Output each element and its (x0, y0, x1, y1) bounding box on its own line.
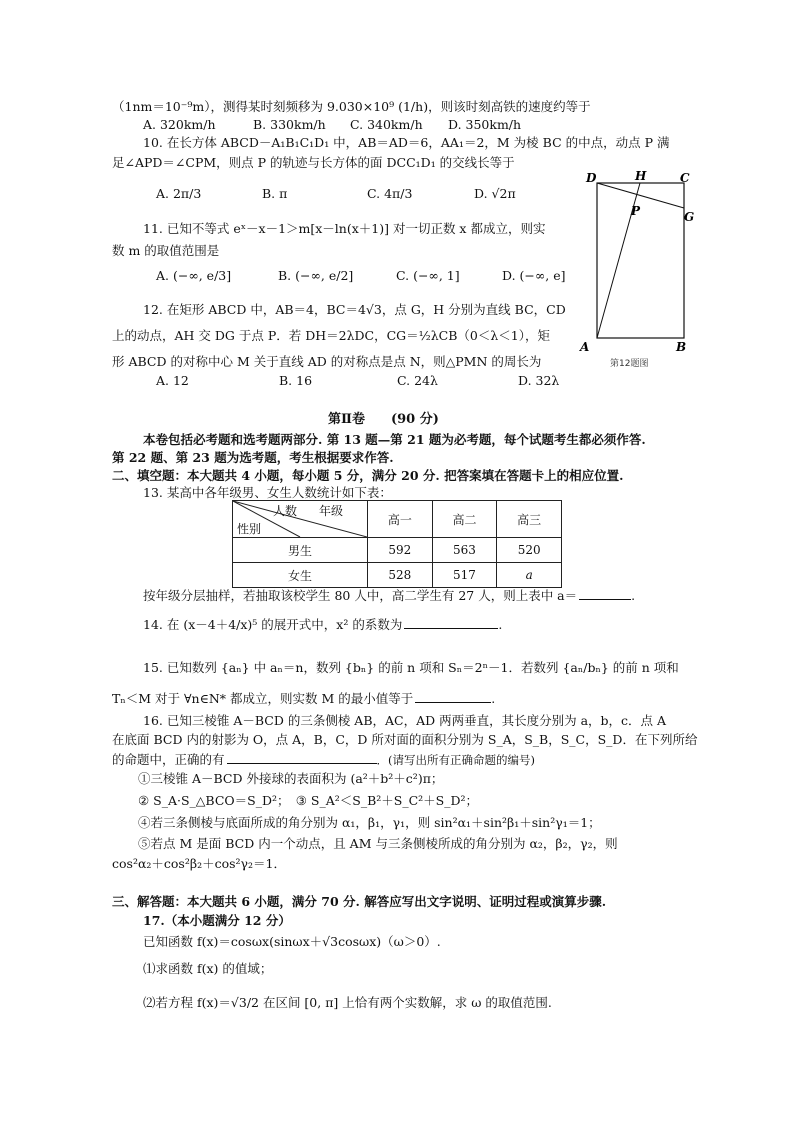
q15-stem-line2: Tₙ＜M 对于 ∀n∈N* 都成立，则实数 M 的最小值等于 . (112, 691, 496, 706)
rectangle-abcd (597, 183, 684, 338)
part2-instruction-line2: 第 22 题、第 23 题为选考题，考生根据要求作答. (112, 450, 394, 465)
q16-stem-line2: 在底面 BCD 内的射影为 O，点 A，B，C，D 所对面的面积分别为 S_A，S_B，S_C，S_D．在下列所给 (112, 732, 698, 747)
corner-label-grade: 年级 (319, 504, 344, 518)
q11-stem-line2: 数 m 的取值范围是 (112, 243, 220, 258)
q13-answer-blank[interactable] (579, 587, 631, 600)
q17-part-2: ⑵若方程 f(x)＝√3/2 在区间 [0, π] 上恰有两个实数解，求 ω 的取值范围. (143, 995, 552, 1010)
q13-stats-table (232, 500, 562, 588)
table-row (233, 563, 562, 588)
q17-stem: 已知函数 f(x)＝cosωx(sinωx＋√3cosωx)（ω＞0）. (143, 934, 441, 949)
q12-stem-line1: 12. 在矩形 ABCD 中，AB＝4，BC＝4√3，点 G，H 分别为直线 BC，CD (143, 302, 566, 317)
part2-title: 第Ⅱ卷 (90 分) (328, 412, 439, 427)
corner-label-gender: 性别 (237, 522, 262, 536)
q11-option-d: D. (−∞, e] (502, 268, 566, 283)
q12-figure (574, 168, 704, 370)
figure-label-d: D (586, 171, 597, 185)
q16-proposition-1: ①三棱锥 A－BCD 外接球的表面积为 (a²＋b²＋c²)π； (138, 771, 444, 786)
q11-option-b: B. (−∞, e/2] (278, 268, 354, 283)
part2-instruction-line1: 本卷包括必考题和选考题两部分. 第 13 题—第 21 题为必考题，每个试题考生都必须作答. (143, 432, 646, 447)
q9-option-a: A. 320km/h (143, 117, 216, 132)
q16-propositions-2-3: ② S_A·S_△BCO＝S_D²； ③ S_A²＜S_B²＋S_C²＋S_D²； (138, 793, 479, 808)
table-cell: 592 (368, 538, 433, 563)
q10-stem-line2: 足∠APD＝∠CPM，则点 P 的轨迹与长方体的面 DCC₁D₁ 的交线长等于 (112, 155, 515, 170)
table-corner-cell (233, 501, 368, 538)
q11-option-c: C. (−∞, 1] (396, 268, 460, 283)
q12-option-a: A. 12 (156, 373, 189, 388)
figure-label-b: B (676, 340, 687, 354)
q14-text: 14. 在 (x－4＋4/x)⁵ 的展开式中，x² 的系数为 (143, 617, 403, 632)
q16-proposition-4: ④若三条侧棱与底面所成的角分别为 α₁，β₁，γ₁，则 sin²α₁＋sin²β₁＋sin²γ₁＝1； (138, 815, 601, 830)
q13-question: 按年级分层抽样，若抽取该校学生 80 人中，高二学生有 27 人，则上表中 a＝ . (143, 588, 636, 603)
table-cell: a (497, 563, 562, 588)
grade-header: 高三 (497, 501, 562, 538)
figure-label-c: C (680, 171, 690, 185)
row-label: 男生 (233, 538, 368, 563)
segment-dg (597, 183, 684, 208)
q14: 14. 在 (x－4＋4/x)⁵ 的展开式中，x² 的系数为 . (143, 617, 503, 632)
section-2-heading: 二、填空题：本大题共 4 小题，每小题 5 分，满分 20 分. 把答案填在答题卡上的相应位置. (112, 468, 624, 483)
table-cell: 520 (497, 538, 562, 563)
q14-answer-blank[interactable] (404, 616, 498, 629)
figure-label-a: A (580, 340, 590, 354)
q16-note: ．(请写出所有正确命题的编号) (376, 753, 535, 767)
grade-header: 高二 (432, 501, 497, 538)
q11-option-a: A. (−∞, e/3] (156, 268, 232, 283)
table-cell: 528 (368, 563, 433, 588)
q16-text: 的命题中，正确的有 (112, 752, 225, 767)
q12-stem-line3: 形 ABCD 的对称中心 M 关于直线 AD 的对称点是点 N，则△PMN 的周长为 (112, 354, 542, 369)
q16-proposition-5-line2: cos²α₂＋cos²β₂＋cos²γ₂＝1． (112, 856, 286, 871)
q15-text: Tₙ＜M 对于 ∀n∈N* 都成立，则实数 M 的最小值等于 (112, 691, 414, 706)
table-cell: 563 (432, 538, 497, 563)
q16-answer-blank[interactable] (227, 751, 377, 764)
q9-option-d: D. 350km/h (448, 117, 522, 132)
q17-part-1: ⑴求函数 f(x) 的值域； (143, 961, 273, 976)
figure-label-g: G (684, 210, 695, 224)
q10-stem-line1: 10. 在长方体 ABCD－A₁B₁C₁D₁ 中，AB＝AD＝6，AA₁＝2，M 为棱 BC 的中点，动点 P 满 (143, 135, 670, 150)
q9-option-c: C. 340km/h (350, 117, 423, 132)
figure-label-h: H (635, 169, 647, 183)
q12-option-c: C. 24λ (397, 373, 438, 388)
grade-header: 高一 (368, 501, 433, 538)
q15-stem-line1: 15. 已知数列 {aₙ} 中 aₙ＝n，数列 {bₙ} 的前 n 项和 Sₙ＝2ⁿ－1．若数列 {aₙ/bₙ} 的前 n 项和 (143, 660, 679, 675)
q15-answer-blank[interactable] (415, 690, 491, 703)
q12-option-d: D. 32λ (518, 373, 560, 388)
corner-label-count: 人数 (273, 504, 298, 518)
q9-stem-tail: （1nm＝10⁻⁹m），测得某时刻频移为 9.030×10⁹ (1/h)，则该时刻高铁的速度约等于 (112, 99, 591, 114)
table-cell: 517 (432, 563, 497, 588)
q12-option-b: B. 16 (279, 373, 313, 388)
q13-stem: 13. 某高中各年级男、女生人数统计如下表： (143, 485, 392, 500)
q10-option-b: B. π (262, 186, 288, 201)
q13-question-text: 按年级分层抽样，若抽取该校学生 80 人中，高二学生有 27 人，则上表中 a＝ (143, 588, 578, 603)
figure-caption: 第12题图 (610, 359, 649, 369)
q16-stem-line1: 16. 已知三棱锥 A－BCD 的三条侧棱 AB，AC，AD 两两垂直，其长度分别为 a，b，c．点 A (143, 713, 667, 728)
q10-option-d: D. √2π (474, 186, 516, 201)
q10-option-a: A. 2π/3 (156, 186, 202, 201)
figure-label-p: P (631, 204, 641, 218)
table-row (233, 538, 562, 563)
row-label: 女生 (233, 563, 368, 588)
q10-option-c: C. 4π/3 (367, 186, 413, 201)
q17-heading: 17.（本小题满分 12 分） (143, 913, 291, 928)
q12-stem-line2: 上的动点，AH 交 DG 于点 P．若 DH＝2λDC，CG＝½λCB（0＜λ＜1），矩 (112, 328, 551, 343)
section-3-heading: 三、解答题：本大题共 6 小题，满分 70 分. 解答应写出文字说明、证明过程或演算步骤. (112, 894, 607, 909)
q16-proposition-5-line1: ⑤若点 M 是面 BCD 内一个动点，且 AM 与三条侧棱所成的角分别为 α₂，β₂，γ₂，则 (138, 836, 618, 851)
q11-stem-line1: 11. 已知不等式 eˣ－x－1＞m[x－ln(x＋1)] 对一切正数 x 都成立，则实 (143, 221, 546, 236)
q16-stem-line3 (112, 751, 535, 768)
q9-option-b: B. 330km/h (253, 117, 326, 132)
